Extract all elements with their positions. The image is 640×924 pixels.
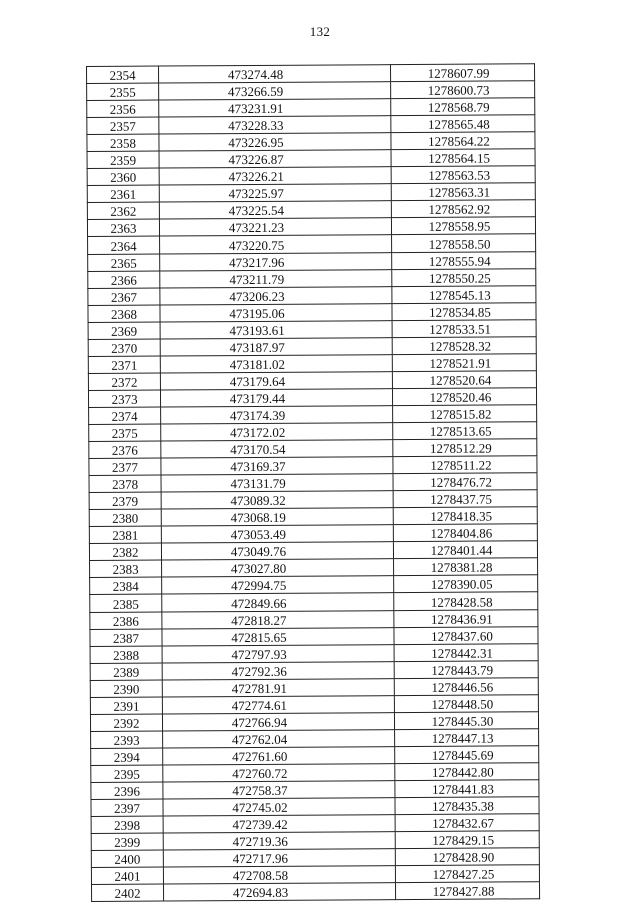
table-row (87, 183, 535, 203)
y-coordinate-cell: 1278607.99 (390, 64, 534, 82)
table-row (89, 541, 537, 561)
y-coordinate-cell: 1278563.53 (391, 166, 535, 184)
table-row (91, 814, 539, 834)
point-number-cell: 2395 (91, 765, 163, 782)
y-coordinate-cell: 1278533.51 (392, 319, 536, 337)
table-row (87, 115, 535, 135)
table-row (88, 337, 536, 357)
point-number-cell: 2392 (90, 714, 162, 731)
x-coordinate-cell: 473211.79 (160, 269, 392, 287)
y-coordinate-cell: 1278442.80 (395, 763, 539, 781)
point-number-cell: 2375 (89, 424, 161, 441)
y-coordinate-cell: 1278432.67 (395, 814, 539, 832)
point-number-cell: 2388 (90, 646, 162, 663)
point-number-cell: 2374 (89, 407, 161, 424)
point-number-cell: 2397 (91, 799, 163, 816)
point-number-cell: 2371 (88, 356, 160, 373)
point-number-cell: 2380 (89, 509, 161, 526)
x-coordinate-cell: 473226.21 (159, 167, 391, 185)
x-coordinate-cell: 472781.91 (162, 678, 394, 696)
y-coordinate-cell: 1278436.91 (394, 609, 538, 627)
x-coordinate-cell: 472745.02 (163, 798, 395, 816)
x-coordinate-cell: 472762.04 (163, 729, 395, 747)
table-row (90, 712, 538, 732)
point-number-cell: 2381 (89, 526, 161, 543)
table-row (90, 694, 538, 714)
y-coordinate-cell: 1278555.94 (392, 251, 536, 269)
table-row (87, 149, 535, 169)
table-row (87, 81, 535, 101)
y-coordinate-cell: 1278443.79 (394, 660, 538, 678)
table-row (90, 626, 538, 646)
x-coordinate-cell: 473131.79 (161, 474, 393, 492)
point-number-cell: 2400 (91, 850, 163, 867)
point-number-cell: 2355 (87, 83, 159, 100)
x-coordinate-cell: 472708.58 (163, 866, 395, 884)
table-row (88, 302, 536, 322)
table-row (90, 643, 538, 663)
point-number-cell: 2399 (91, 833, 163, 850)
table-row (91, 848, 539, 868)
table-row (87, 98, 535, 118)
x-coordinate-cell: 473174.39 (161, 406, 393, 424)
x-coordinate-cell: 472797.93 (162, 644, 394, 662)
point-number-cell: 2394 (91, 748, 163, 765)
x-coordinate-cell: 473221.23 (159, 218, 391, 236)
x-coordinate-cell: 473217.96 (160, 252, 392, 270)
x-coordinate-cell: 472792.36 (162, 661, 394, 679)
point-number-cell: 2389 (90, 663, 162, 680)
y-coordinate-cell: 1278511.22 (393, 456, 537, 474)
y-coordinate-cell: 1278381.28 (394, 558, 538, 576)
table-row (89, 507, 537, 527)
table-row (88, 354, 536, 374)
table-row (87, 217, 535, 237)
point-number-cell: 2358 (87, 134, 159, 151)
x-coordinate-cell: 473226.87 (159, 150, 391, 168)
y-coordinate-cell: 1278448.50 (394, 694, 538, 712)
x-coordinate-cell: 472719.36 (163, 832, 395, 850)
point-number-cell: 2364 (88, 237, 160, 254)
x-coordinate-cell: 473169.37 (161, 457, 393, 475)
x-coordinate-cell: 472849.66 (162, 593, 394, 611)
table-row (87, 200, 535, 220)
table-row (91, 780, 539, 800)
table-row (87, 132, 535, 152)
x-coordinate-cell: 473068.19 (161, 508, 393, 526)
x-coordinate-cell: 472766.94 (162, 712, 394, 730)
table-row (90, 660, 538, 680)
point-number-cell: 2378 (89, 475, 161, 492)
table-row (87, 166, 535, 186)
y-coordinate-cell: 1278558.95 (391, 217, 535, 235)
table-row (90, 575, 538, 595)
x-coordinate-cell: 472694.83 (164, 883, 396, 901)
y-coordinate-cell: 1278435.38 (395, 797, 539, 815)
point-number-cell: 2370 (88, 339, 160, 356)
point-number-cell: 2393 (91, 731, 163, 748)
x-coordinate-cell: 473220.75 (160, 235, 392, 253)
point-number-cell: 2354 (87, 66, 159, 83)
table-row (91, 729, 539, 749)
point-number-cell: 2390 (90, 680, 162, 697)
x-coordinate-cell: 473225.97 (159, 184, 391, 202)
table-row (89, 473, 537, 493)
y-coordinate-cell: 1278447.13 (395, 729, 539, 747)
point-number-cell: 2402 (92, 884, 164, 901)
x-coordinate-cell: 472815.65 (162, 627, 394, 645)
table-row (89, 405, 537, 425)
table-row (91, 763, 539, 783)
y-coordinate-cell: 1278513.65 (393, 422, 537, 440)
point-number-cell: 2365 (88, 254, 160, 271)
point-number-cell: 2368 (88, 305, 160, 322)
point-number-cell: 2359 (87, 151, 159, 168)
point-number-cell: 2357 (87, 117, 159, 134)
x-coordinate-cell: 472774.61 (162, 695, 394, 713)
table-row (89, 456, 537, 476)
table-row (87, 64, 535, 84)
y-coordinate-cell: 1278445.30 (394, 712, 538, 730)
x-coordinate-cell: 473228.33 (159, 116, 391, 134)
y-coordinate-cell: 1278565.48 (391, 115, 535, 133)
coordinate-table (86, 63, 540, 902)
y-coordinate-cell: 1278428.90 (395, 848, 539, 866)
point-number-cell: 2363 (87, 219, 159, 236)
x-coordinate-cell: 473027.80 (162, 559, 394, 577)
coordinate-table-body (87, 64, 540, 902)
x-coordinate-cell: 472739.42 (163, 815, 395, 833)
x-coordinate-cell: 472717.96 (163, 849, 395, 867)
y-coordinate-cell: 1278563.31 (391, 183, 535, 201)
table-row (88, 234, 536, 254)
y-coordinate-cell: 1278428.58 (394, 592, 538, 610)
x-coordinate-cell: 472818.27 (162, 610, 394, 628)
y-coordinate-cell: 1278520.46 (392, 388, 536, 406)
table-row (88, 371, 536, 391)
y-coordinate-cell: 1278441.83 (395, 780, 539, 798)
table-row (89, 490, 537, 510)
y-coordinate-cell: 1278515.82 (393, 405, 537, 423)
table-row (89, 422, 537, 442)
table-row (91, 865, 539, 885)
y-coordinate-cell: 1278446.56 (394, 677, 538, 695)
point-number-cell: 2366 (88, 271, 160, 288)
point-number-cell: 2379 (89, 492, 161, 509)
y-coordinate-cell: 1278562.92 (391, 200, 535, 218)
point-number-cell: 2362 (87, 202, 159, 219)
table-row (90, 609, 538, 629)
y-coordinate-cell: 1278564.22 (391, 132, 535, 150)
x-coordinate-cell: 473089.32 (161, 491, 393, 509)
x-coordinate-cell: 473195.06 (160, 303, 392, 321)
table-row (88, 388, 536, 408)
table-row (88, 268, 536, 288)
x-coordinate-cell: 473172.02 (161, 423, 393, 441)
point-number-cell: 2360 (87, 168, 159, 185)
point-number-cell: 2377 (89, 458, 161, 475)
point-number-cell: 2391 (90, 697, 162, 714)
table-row (88, 319, 536, 339)
x-coordinate-cell: 472760.72 (163, 764, 395, 782)
y-coordinate-cell: 1278404.86 (393, 524, 537, 542)
table-row (90, 677, 538, 697)
point-number-cell: 2401 (91, 867, 163, 884)
x-coordinate-cell: 473049.76 (161, 542, 393, 560)
y-coordinate-cell: 1278528.32 (392, 337, 536, 355)
y-coordinate-cell: 1278427.88 (395, 882, 539, 900)
y-coordinate-cell: 1278427.25 (395, 865, 539, 883)
x-coordinate-cell: 473181.02 (160, 354, 392, 372)
x-coordinate-cell: 473179.64 (160, 371, 392, 389)
x-coordinate-cell: 473231.91 (159, 99, 391, 117)
table-row (90, 558, 538, 578)
y-coordinate-cell: 1278534.85 (392, 302, 536, 320)
y-coordinate-cell: 1278445.69 (395, 746, 539, 764)
point-number-cell: 2398 (91, 816, 163, 833)
point-number-cell: 2361 (87, 185, 159, 202)
point-number-cell: 2387 (90, 629, 162, 646)
y-coordinate-cell: 1278390.05 (394, 575, 538, 593)
point-number-cell: 2383 (90, 560, 162, 577)
y-coordinate-cell: 1278520.64 (392, 371, 536, 389)
table-row (91, 831, 539, 851)
y-coordinate-cell: 1278429.15 (395, 831, 539, 849)
x-coordinate-cell: 473187.97 (160, 337, 392, 355)
x-coordinate-cell: 473179.44 (160, 389, 392, 407)
point-number-cell: 2386 (90, 612, 162, 629)
point-number-cell: 2372 (88, 373, 160, 390)
point-number-cell: 2356 (87, 100, 159, 117)
y-coordinate-cell: 1278564.15 (391, 149, 535, 167)
table-row (90, 592, 538, 612)
x-coordinate-cell: 473225.54 (159, 201, 391, 219)
y-coordinate-cell: 1278442.31 (394, 643, 538, 661)
point-number-cell: 2384 (90, 577, 162, 594)
page-number: 132 (309, 24, 331, 39)
table-row (91, 746, 539, 766)
y-coordinate-cell: 1278558.50 (392, 234, 536, 252)
x-coordinate-cell: 473170.54 (161, 440, 393, 458)
y-coordinate-cell: 1278568.79 (391, 98, 535, 116)
y-coordinate-cell: 1278550.25 (392, 268, 536, 286)
x-coordinate-cell: 473193.61 (160, 320, 392, 338)
point-number-cell: 2396 (91, 782, 163, 799)
x-coordinate-cell: 472761.60 (163, 747, 395, 765)
y-coordinate-cell: 1278600.73 (391, 81, 535, 99)
y-coordinate-cell: 1278437.75 (393, 490, 537, 508)
point-number-cell: 2367 (88, 288, 160, 305)
x-coordinate-cell: 473274.48 (159, 65, 391, 83)
table-row (92, 882, 540, 902)
table-row (88, 285, 536, 305)
point-number-cell: 2382 (89, 543, 161, 560)
point-number-cell: 2369 (88, 322, 160, 339)
table-row (89, 524, 537, 544)
point-number-cell: 2376 (89, 441, 161, 458)
y-coordinate-cell: 1278545.13 (392, 285, 536, 303)
y-coordinate-cell: 1278401.44 (393, 541, 537, 559)
x-coordinate-cell: 473266.59 (159, 82, 391, 100)
x-coordinate-cell: 473053.49 (161, 525, 393, 543)
table-row (91, 797, 539, 817)
x-coordinate-cell: 472758.37 (163, 781, 395, 799)
table-row (88, 251, 536, 271)
x-coordinate-cell: 473206.23 (160, 286, 392, 304)
y-coordinate-cell: 1278418.35 (393, 507, 537, 525)
x-coordinate-cell: 473226.95 (159, 133, 391, 151)
point-number-cell: 2373 (88, 390, 160, 407)
y-coordinate-cell: 1278512.29 (393, 439, 537, 457)
x-coordinate-cell: 472994.75 (162, 576, 394, 594)
point-number-cell: 2385 (90, 595, 162, 612)
y-coordinate-cell: 1278521.91 (392, 354, 536, 372)
y-coordinate-cell: 1278476.72 (393, 473, 537, 491)
table-row (89, 439, 537, 459)
y-coordinate-cell: 1278437.60 (394, 626, 538, 644)
